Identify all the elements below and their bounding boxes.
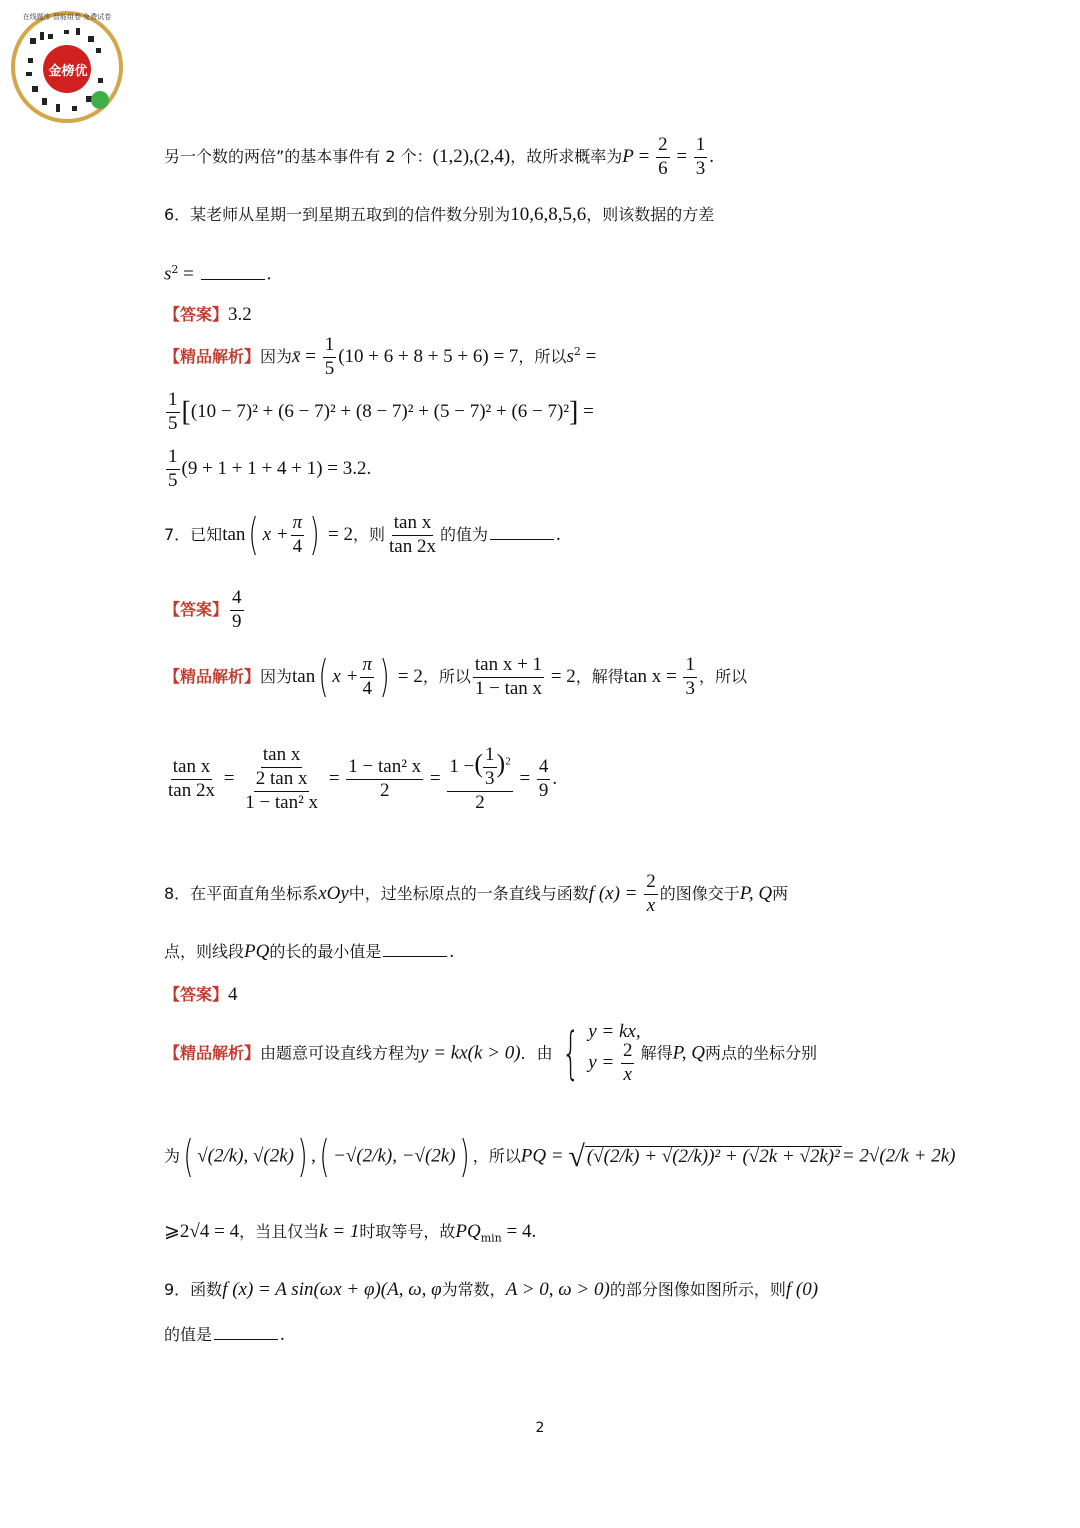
solution-6-line2: $\frac{1}{5}$ [(10 − 7)² + (6 − 7)² + (8 − 7)² + (5 − 7)² + (6 − 7)²] = <box>168 389 594 434</box>
answer-7: 【答案】 $\frac{4}{9}$ <box>164 587 242 632</box>
solution-label: 【精品解析】 <box>164 1043 261 1063</box>
answer-6: 【答案】3.2 <box>164 304 252 325</box>
logo-top-text: 在线题库 智能组卷 免费试卷 <box>22 13 112 21</box>
solution-7-line2: $\frac{\text{tan x}}{\tan 2x}$ = $\frac{\text{tan x}}{\frac{\text{2 tan x}}{\text{1 − tan² x}}}$ = $\frac{\text{1 − tan² x}}{2}$ = 1 −( $\frac{1}{3}$ )$^2$ 2 = $\frac{4}{9}$ . <box>168 744 558 813</box>
question-8-line2: 点，则线段PQ的长的最小值是 . <box>164 941 455 962</box>
fraction: $\frac{1}{3}$ <box>695 134 706 179</box>
solution-6-line3: $\frac{1}{5}$ (9 + 1 + 1 + 4 + 1) = 3.2. <box>168 446 372 491</box>
solution-8-line2: 为( √(2/k), √(2k)) ,( −√(2/k), −√(2k)) ，所以PQ = √ (√(2/k) + √(2/k))² + (√2k + √2k)² = 2√(2/k + 2k) <box>164 1131 956 1182</box>
solution-label: 【精品解析】 <box>164 346 261 366</box>
solution-7-line1: 【精品解析】因为tan( x + $\frac{\pi}{4}$ ) = 2，所以 $\frac{\text{tan x + 1}}{\text{1 − tan x}}$ = 2，解得tan x = $\frac{1}{3}$ ，所以 <box>164 651 747 703</box>
answer-blank <box>201 278 265 280</box>
answer-label: 【答案】 <box>164 985 229 1004</box>
question-6-blank: $s^2$ = . <box>164 263 272 285</box>
solution-6-line1: 【精品解析】因为x̄ = $\frac{1}{5}$ (10 + 6 + 8 + 5 + 6) = 7，所以$s^2$ = <box>164 334 597 379</box>
fraction: $\frac{2}{6}$ <box>658 134 668 179</box>
question-7: 7．已知tan( x + $\frac{\pi}{4}$ ) = 2，则 $\frac{\text{tan x}}{\tan 2x}$ 的值为 . <box>164 509 561 561</box>
answer-blank <box>383 955 447 957</box>
question-6: 6．某老师从星期一到星期五取到的信件数分别为10,6,8,5,6，则该数据的方差 <box>164 204 715 225</box>
solution-label: 【精品解析】 <box>164 666 261 686</box>
page-number: 2 <box>535 1420 545 1436</box>
question-9: 9．函数f (x) = A sin(ωx + φ)(A, ω, φ为常数，A > 0, ω > 0)的部分图像如图所示，则f (0) <box>164 1279 819 1300</box>
solution-8-line1: 【精品解析】由题意可设直线方程为y = kx(k > 0)．由 { y = kx, y = $\frac{2}{x}$ 解得P, Q两点的坐标分别 <box>164 1020 818 1086</box>
answer-blank <box>214 1338 278 1340</box>
logo-text: 金榜优 <box>48 64 88 79</box>
logo <box>8 8 126 126</box>
answer-label: 【答案】 <box>164 305 229 324</box>
answer-label: 【答案】 <box>164 599 229 619</box>
q5-continuation: 另一个数的两倍”的基本事件有 2 个：(1,2),(2,4)，故所求概率为P = $\frac{2}{6}$ = $\frac{1}{3}$ . <box>164 134 715 179</box>
solution-8-line3: ⩾2√4 = 4，当且仅当k = 1时取等号，故$PQ_{min} = 4$. <box>164 1221 537 1245</box>
radical: (√(2/k) + √(2/k))² + (√2k + √2k)² <box>586 1145 840 1167</box>
answer-blank <box>490 538 554 540</box>
question-9-line2: 的值是 . <box>164 1324 285 1345</box>
answer-8: 【答案】4 <box>164 984 238 1005</box>
question-8: 8．在平面直角坐标系xOy中，过坐标原点的一条直线与函数f (x) = $\frac{2}{x}$ 的图像交于P, Q两 <box>164 871 789 916</box>
